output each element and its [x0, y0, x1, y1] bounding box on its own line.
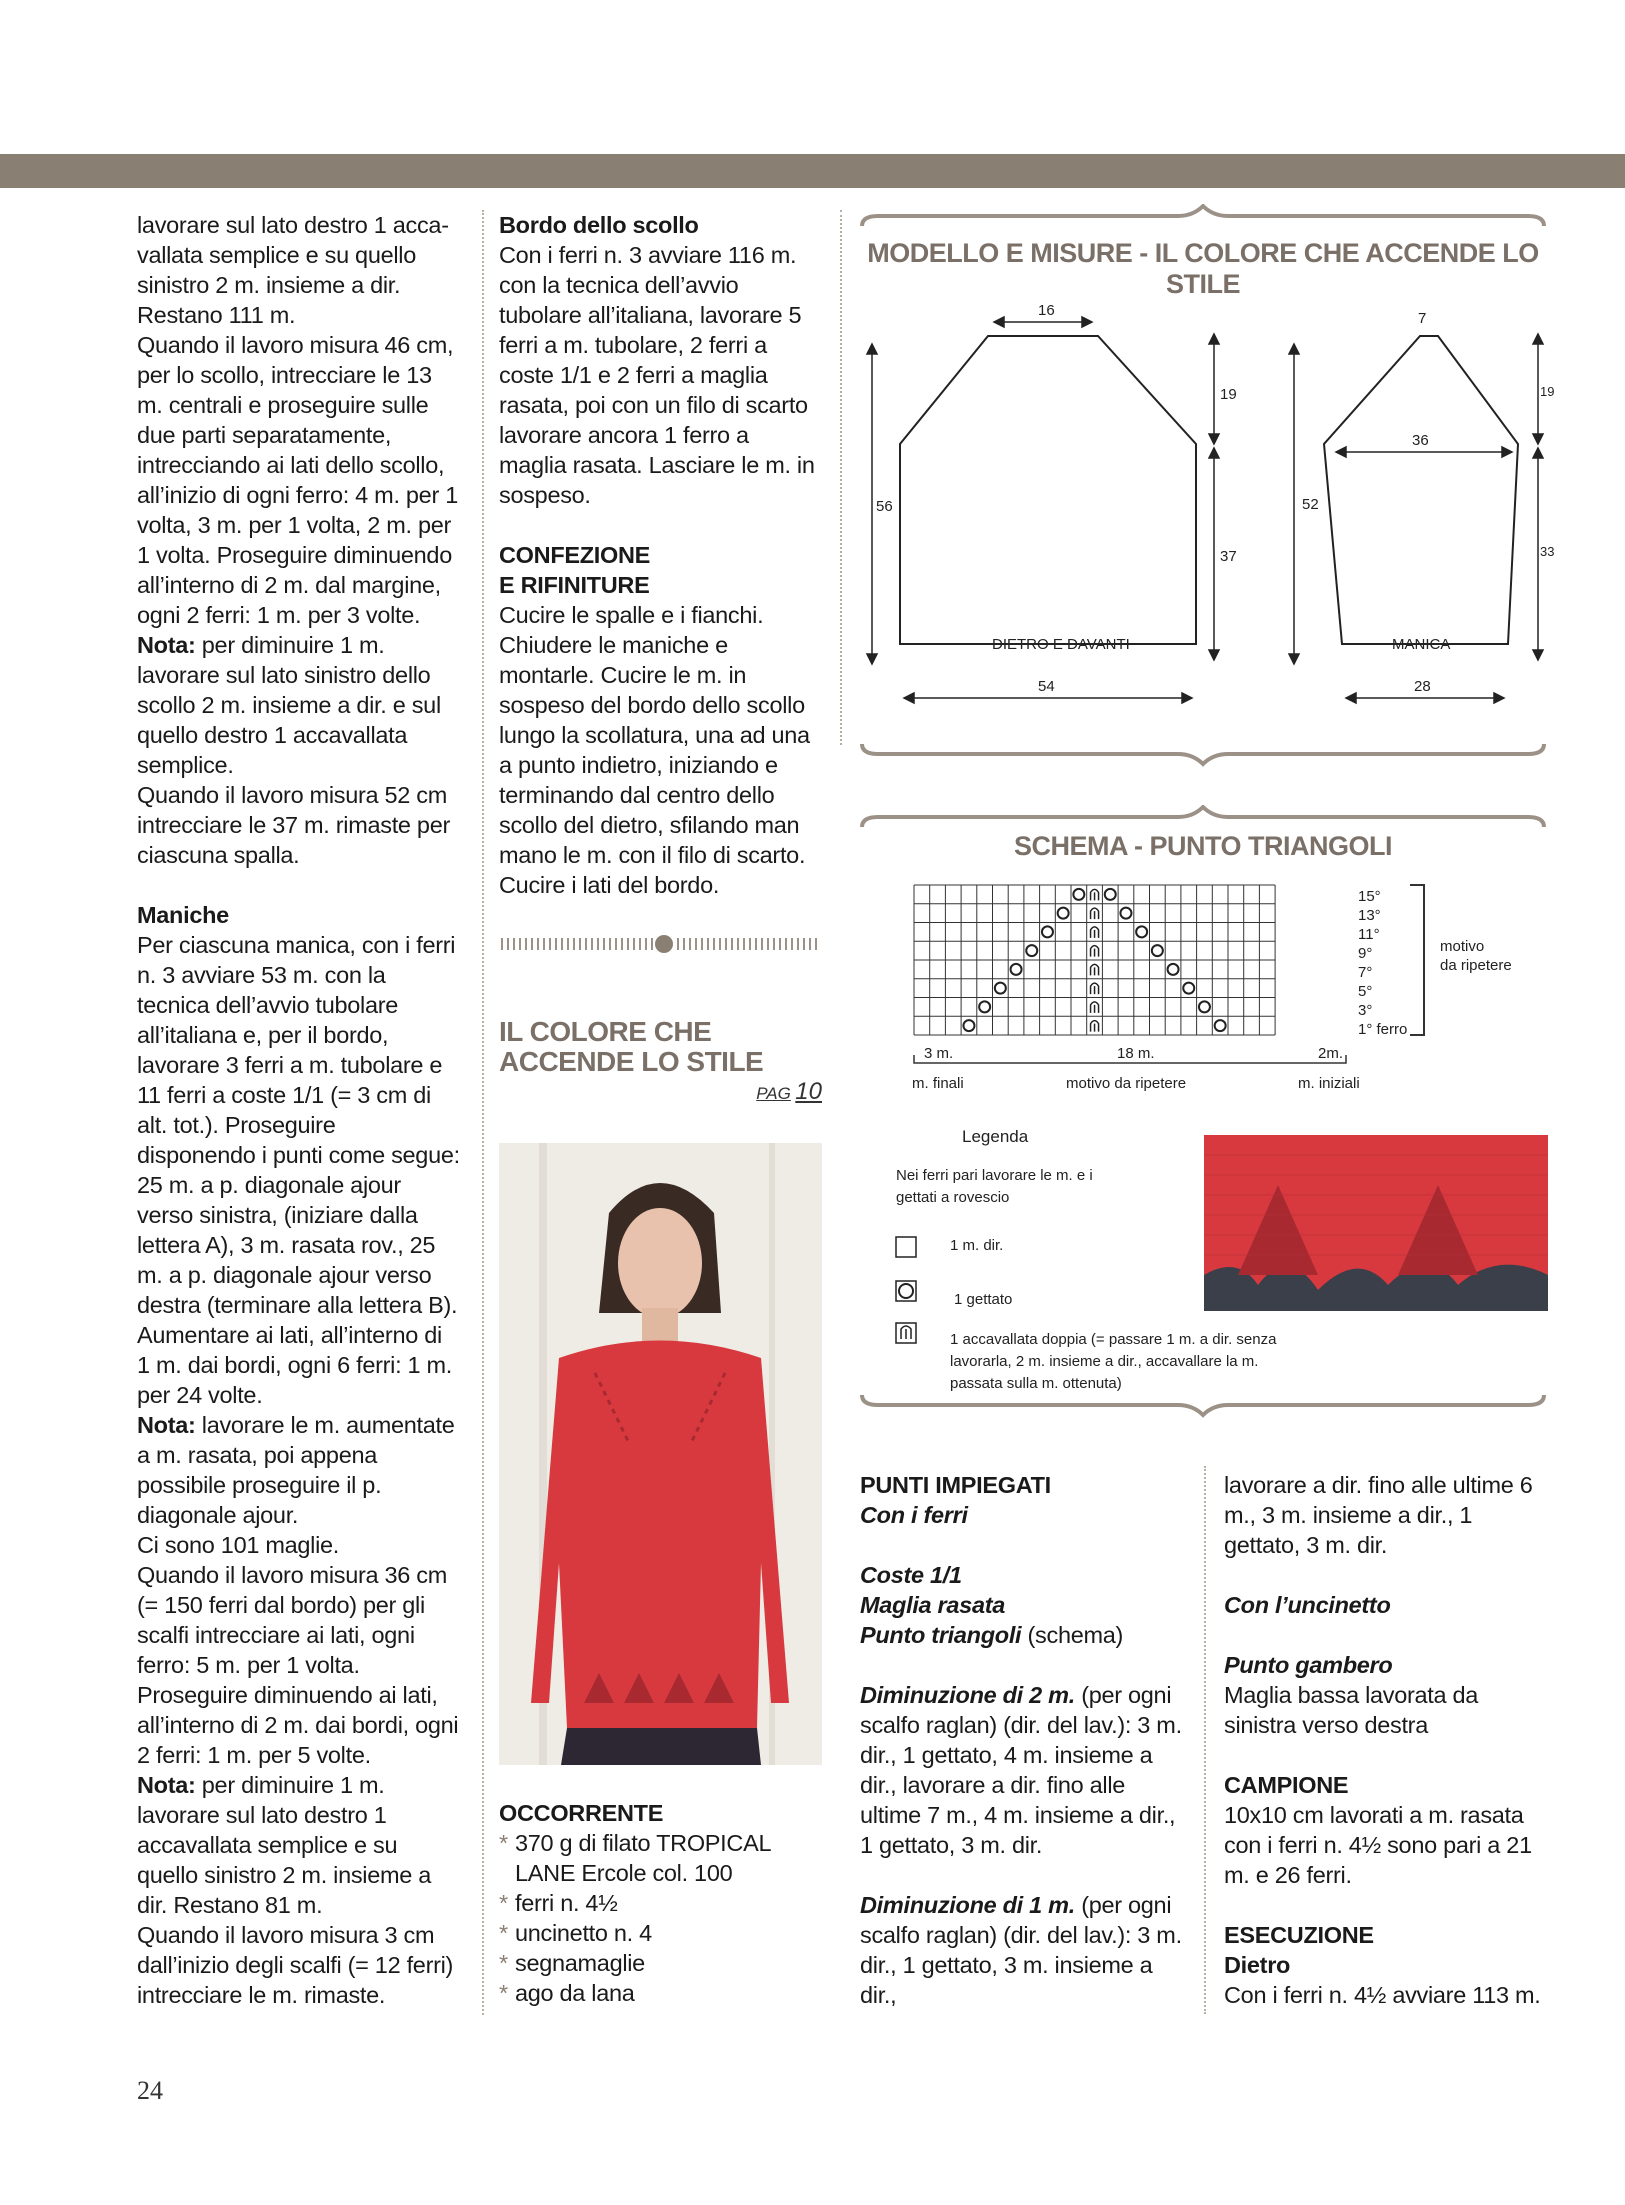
- chart-yarnover: [1168, 964, 1179, 975]
- measure-label: 37: [1220, 548, 1237, 565]
- list-item: * 370 g di filato TROPICAL LANE Ercole col. 100: [499, 1828, 822, 1888]
- stitch-chart: [858, 805, 1548, 1420]
- paragraph: Ci sono 101 maglie.: [137, 1532, 340, 1558]
- stitch-name: [860, 1620, 1185, 1650]
- column-4: [1224, 1470, 1549, 2010]
- chart-yarnover: [979, 1001, 990, 1012]
- photo-illustration: [499, 1143, 822, 1765]
- stitch-title: Diminuzione di 1 m.: [860, 1892, 1075, 1918]
- stitch-title: Punto triangoli: [860, 1622, 1022, 1648]
- repeat-note: motivo da ripetere: [1440, 938, 1512, 974]
- row-label: 5°: [1358, 983, 1373, 1000]
- measure-label: 19: [1220, 386, 1237, 403]
- count-label: 2m.: [1318, 1045, 1344, 1062]
- bottom-label: m. finali: [912, 1075, 964, 1092]
- measure-label: 19: [1540, 384, 1555, 399]
- list-item: * uncinetto n. 4: [499, 1918, 822, 1948]
- section-heading-confezione: CONFEZIONE: [499, 542, 651, 568]
- list-item: * ago da lana: [499, 1978, 822, 2008]
- bottom-label: m. iniziali: [1298, 1075, 1360, 1092]
- chart-double-decrease: [1091, 946, 1099, 957]
- subheading: Con i ferri: [860, 1502, 968, 1528]
- section-heading-confezione-2: E RIFINITURE: [499, 572, 650, 598]
- note-text: per diminuire 1 m. lavorare sul lato sinistro dello scollo 2 m. insieme a dir. e sul quello destro 1 accavallata semplice.: [137, 632, 441, 778]
- piece-label: MANICA: [1392, 636, 1451, 653]
- chart-double-decrease: [1091, 1021, 1099, 1032]
- row-labels: [1358, 887, 1407, 1039]
- stitch-name: Maglia rasata: [860, 1592, 1006, 1618]
- row-label: 9°: [1358, 945, 1373, 962]
- section-heading-maniche: Maniche: [137, 902, 229, 928]
- stitch-title: SCHEMA - PUNTO TRIANGOLI: [1014, 831, 1392, 861]
- chart-yarnover: [995, 983, 1006, 994]
- list-item: * segnamaglie: [499, 1948, 822, 1978]
- note-label: Nota:: [137, 1772, 196, 1798]
- chart-yarnover: [1105, 889, 1116, 900]
- occorrente: [499, 1798, 822, 2008]
- row-label: 15°: [1358, 888, 1381, 905]
- paragraph: Maglia bassa lavorata da sinistra verso destra: [1224, 1682, 1479, 1738]
- paragraph: Per ciascuna manica, con i ferri n. 3 avviare 53 m. con la tecnica dell’avvio tubolare all’italiana e, per il bordo, lavorare 3 ferri a m. tubolare e 11 ferri a coste 1/1 (= 3 cm di alt. tot.). Proseguire disponendo i punti come segue: 25 m. a p. diagonale ajour verso sinistra, (iniziare dalla lettera A), 3 m. rasata rov., 25 m. a p. diagonale ajour verso destra (terminare alla lettera B). Aumentare ai lati, all’interno di 1 m. dai bordi, ogni 6 ferri: 1 m. per 24 volte.: [137, 932, 460, 1408]
- section-heading-esecuzione: ESECUZIONE: [1224, 1922, 1374, 1948]
- measure-label: 16: [1038, 302, 1055, 319]
- paragraph: lavorare sul lato destro 1 acca-vallata semplice e su quello sinistro 2 m. insieme a dir. Restano 111 m.: [137, 212, 449, 328]
- row-label: 1° ferro: [1358, 1021, 1408, 1038]
- list-item: * ferri n. 4½: [499, 1888, 822, 1918]
- section-heading-occorrente: OCCORRENTE: [499, 1800, 664, 1826]
- page-number-link: 10: [795, 1078, 822, 1105]
- chart-yarnover: [1136, 926, 1147, 937]
- stitch-schema: [858, 805, 1548, 1420]
- note-text: per diminuire 1 m. lavorare sul lato destro 1 accavallata semplice e su quello sinistro 2 m. insieme a dir. Restano 81 m.: [137, 1772, 432, 1918]
- column-1: [137, 210, 460, 2010]
- chart-double-decrease: [1091, 964, 1099, 975]
- measure-label: 54: [1038, 678, 1055, 695]
- subheading: Con l’uncinetto: [1224, 1592, 1391, 1618]
- measures-schema: [858, 204, 1555, 774]
- chart-yarnover: [1215, 1020, 1226, 1031]
- stitch-note: (schema): [1021, 1622, 1124, 1648]
- chart-double-decrease: [1091, 983, 1099, 994]
- legend-note: Nei ferri pari lavorare le m. e i gettati a rovescio: [896, 1167, 1093, 1206]
- paragraph: 10x10 cm lavorati a m. rasata con i ferri n. 4½ sono pari a 21 m. e 26 ferri.: [1224, 1802, 1532, 1888]
- feature-page-link[interactable]: [499, 1078, 822, 1106]
- count-label: 18 m.: [1114, 1045, 1158, 1062]
- row-label: 3°: [1358, 1002, 1373, 1019]
- chart-yarnover: [1073, 889, 1084, 900]
- count-label: 3 m.: [924, 1045, 954, 1062]
- stitch-text: (per ogni scalfo raglan) (dir. del lav.): 3 m. dir., 1 gettato, 3 m. insieme a dir.,: [860, 1892, 1182, 2008]
- column-divider: [482, 210, 484, 2015]
- note-label: Nota:: [137, 1412, 196, 1438]
- page-number: 24: [137, 2076, 163, 2105]
- chart-yarnover: [1183, 983, 1194, 994]
- feature-title-line-2: ACCENDE LO STILE: [499, 1046, 764, 1077]
- chart-yarnover: [1120, 908, 1131, 919]
- chart-yarnover: [1152, 945, 1163, 956]
- subheading-dietro: Dietro: [1224, 1952, 1291, 1978]
- measure-label: 56: [876, 498, 893, 515]
- supplies-list: [499, 1828, 822, 2008]
- paragraph: [860, 1890, 1185, 2010]
- paragraph: Quando il lavoro misura 3 cm dall’inizio degli scalfi (= 12 ferri) intrecciare le m. rimaste.: [137, 1922, 454, 2008]
- note: [137, 1770, 460, 1920]
- paragraph: lavorare a dir. fino alle ultime 6 m., 3 m. insieme a dir., 1 gettato, 3 m. dir.: [1224, 1472, 1533, 1558]
- chart-double-decrease: [1091, 927, 1099, 938]
- stitch-name: Coste 1/1: [860, 1562, 962, 1588]
- paragraph: Cucire le spalle e i fianchi. Chiudere le maniche e montarle. Cucire le m. in sospeso del bordo dello scollo lungo la scollatura, una ad una a punto indietro, iniziando e terminando dal centro dello scollo del dietro, sfilando man mano le m. con il filo di scarto. Cucire i lati del bordo.: [499, 602, 810, 898]
- paragraph: Quando il lavoro misura 52 cm intrecciare le 37 m. rimaste per ciascuna spalla.: [137, 782, 450, 868]
- feature-title: [499, 1016, 822, 1106]
- stitch-text: (per ogni scalfo raglan) (dir. del lav.): 3 m. dir., 1 gettato, 4 m. insieme a dir., lavorare a dir. fino alle ultime 7 m., 4 m. insieme a dir., 1 gettato, 3 m. dir.: [860, 1682, 1182, 1858]
- note: [137, 630, 460, 780]
- column-3: [860, 1470, 1185, 2010]
- column-divider: [840, 210, 842, 745]
- decorative-divider: [500, 934, 822, 954]
- paragraph: Con i ferri n. 4½ avviare 113 m.: [1224, 1982, 1541, 2008]
- paragraph: Quando il lavoro misura 36 cm (= 150 ferri dal bordo) per gli scalfi intrecciare ai lati, ogni ferro: 5 m. per 1 volta. Proseguire diminuendo ai lati, all’interno di 2 m. dai bordi, ogni 2 ferri: 1 m. per 5 volte.: [137, 1562, 459, 1768]
- legend-label: 1 gettato: [954, 1291, 1013, 1308]
- chart-yarnover: [1011, 964, 1022, 975]
- legend-title: Legenda: [962, 1127, 1029, 1146]
- bottom-label: motivo da ripetere: [1066, 1075, 1187, 1092]
- paragraph: Quando il lavoro misura 46 cm, per lo scollo, intrecciare le 13 m. centrali e proseguire sulle due parti separatamente, intrecciando ai lati dello scollo, all’inizio di ogni ferro: 4 m. per 1 volta, 3 m. per 1 volta, 2 m. per 1 volta. Proseguire diminuendo all’interno di 2 m. dal margine, ogni 2 ferri: 1 m. per 3 volte.: [137, 332, 458, 628]
- legend-label: 1 accavallata doppia (= passare 1 m. a dir. senza lavorarla, 2 m. insieme a dir., accavallare la m. passata sulla m. ottenuta): [950, 1331, 1277, 1392]
- section-heading-punti: PUNTI IMPIEGATI: [860, 1472, 1051, 1498]
- header-band: [0, 154, 1625, 188]
- row-label: 13°: [1358, 907, 1381, 924]
- page-label: PAG: [756, 1084, 791, 1103]
- chart-yarnover: [963, 1020, 974, 1031]
- chart-yarnover: [1199, 1001, 1210, 1012]
- column-2: [499, 210, 822, 900]
- paragraph: Con i ferri n. 3 avviare 116 m. con la tecnica dell’avvio tubolare all’italiana, lavorare 5 ferri a m. tubolare, 2 ferri a coste 1/1 e 2 ferri a maglia rasata, poi con un filo di scarto lavorare ancora 1 ferro a maglia rasata. Lasciare le m. in sospeso.: [499, 242, 815, 508]
- measure-label: 52: [1302, 496, 1319, 513]
- row-label: 7°: [1358, 964, 1373, 981]
- chart-double-decrease: [1091, 908, 1099, 919]
- note: [137, 1410, 460, 1530]
- legend-label: 1 m. dir.: [950, 1237, 1004, 1254]
- measure-label: 7: [1418, 310, 1427, 327]
- note-text: lavorare le m. aumentate a m. rasata, poi appena possibile proseguire il p. diagonale ajour.: [137, 1412, 455, 1528]
- chart-yarnover: [1026, 945, 1037, 956]
- section-heading-bordo: Bordo dello scollo: [499, 212, 699, 238]
- model-photo: [499, 1143, 822, 1765]
- stitch-title: Diminuzione di 2 m.: [860, 1682, 1075, 1708]
- chart-yarnover: [1058, 908, 1069, 919]
- measures-title: MODELLO E MISURE - IL COLORE CHE ACCENDE LO STILE: [867, 238, 1539, 299]
- chart-double-decrease: [1091, 889, 1099, 900]
- piece-label: DIETRO E DAVANTI: [992, 636, 1130, 653]
- measure-label: 36: [1412, 432, 1429, 449]
- note-label: Nota:: [137, 632, 196, 658]
- measure-label: 28: [1414, 678, 1431, 695]
- feature-title-line-1: IL COLORE CHE: [499, 1016, 712, 1047]
- column-divider: [1204, 1466, 1206, 2014]
- section-heading-campione: CAMPIONE: [1224, 1772, 1349, 1798]
- row-label: 11°: [1358, 926, 1380, 943]
- chart-double-decrease: [1091, 1002, 1099, 1013]
- measure-label: 33: [1540, 544, 1555, 559]
- stitch-name: Punto gambero: [1224, 1652, 1393, 1678]
- chart-yarnover: [1042, 926, 1053, 937]
- paragraph: [860, 1680, 1185, 1860]
